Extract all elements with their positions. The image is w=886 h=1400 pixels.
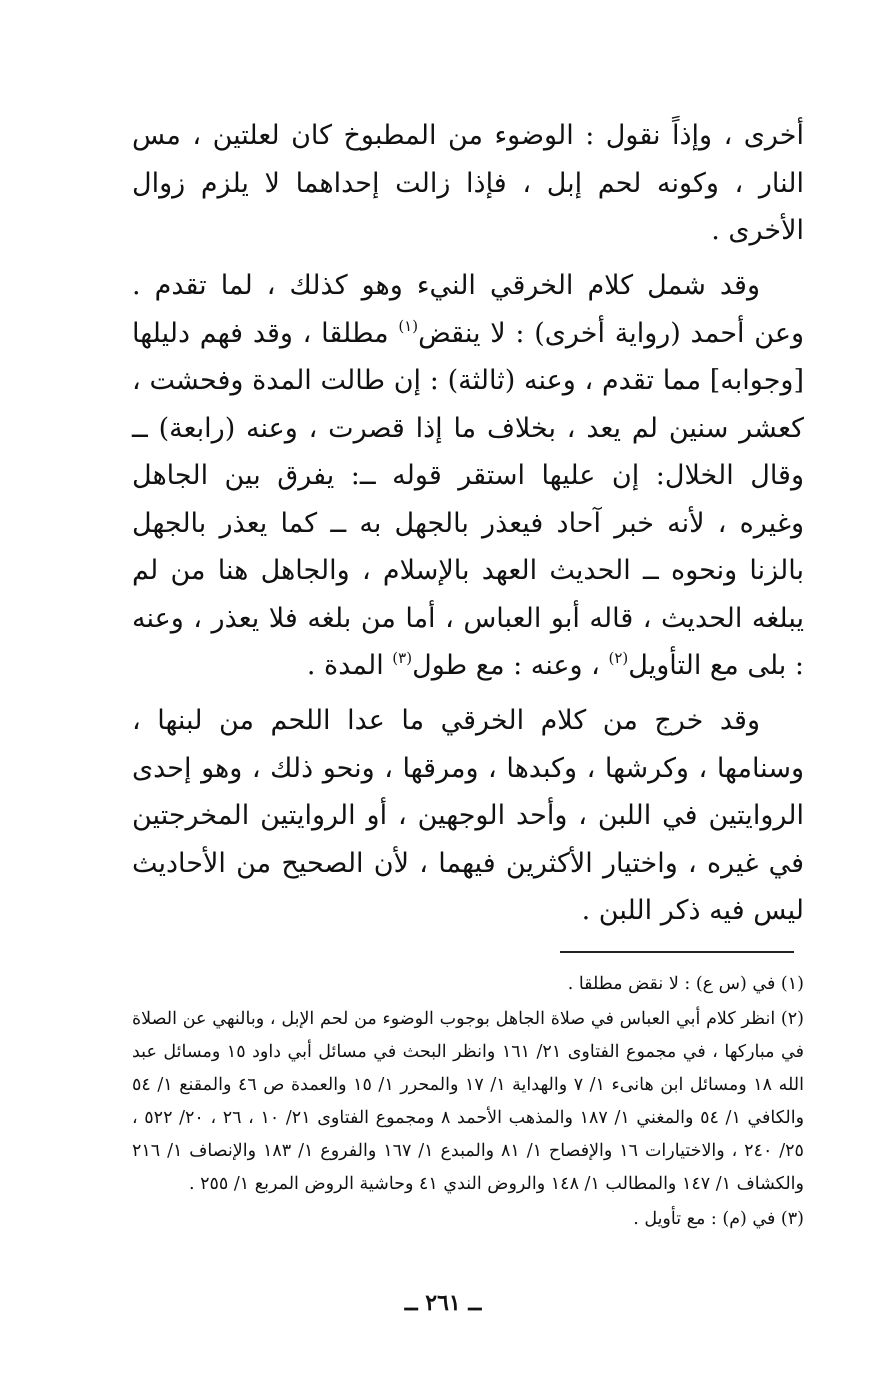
paragraph-2-text: ، وعنه : مع طول [412, 650, 609, 681]
footnote-2: (٢) انظر كلام أبي العباس في صلاة الجاهل بوجوب الوضوء من لحم الإبل ، وبالنهي عن الصلاة في مباركها ، في مجموع الفتاوى ٢١/ ١٦١ وانظر البحث في مسائل أبي داود ١٥ ومسائل عبد الله ١٨ ومسائل ابن هانىء ١/ ٧ والهداية ١/ ١٧ والمحرر ١/ ١٥ والعمدة ص ٤٦ والمقنع ١/ ٥٤ والكافي ١/ ٥٤ والمغني ١/ ١٨٧ والمذهب الأحمد ٨ ومجموع الفتاوى ٢١/ ١٠ ، ٢٦ ، ٢٠/ ٥٢٢ ، ٢٥/ ٢٤٠ ، والاختيارات ١٦ والإفصاح ١/ ٨١ والمبدع ١/ ١٦٧ والفروع ١/ ١٨٣ والإنصاف ١/ ٢١٦ والكشاف ١/ ١٤٧ والمطالب ١/ ١٤٨ والروض الندي ٤١ وحاشية الروض المربع ١/ ٢٥٥ . [132, 1009, 805, 1194]
paragraph-2-text: وقد شمل كلام الخرقي النيء وهو كذلك ، لما تقدم . [132, 270, 760, 301]
paragraph-1-text: أخرى ، وإذاً نقول : الوضوء من المطبوخ كان لعلتين ، مس النار ، وكونه لحم إبل ، فإذا زالت إحداهما لا يلزم زوال الأخرى . [132, 120, 804, 246]
footnotes-section [132, 968, 804, 1236]
paragraph-3-text: وقد خرج من كلام الخرقي ما عدا اللحم من لبنها ، وسنامها ، وكرشها ، وكبدها ، ومرقها ، ونحو ذلك ، وهو إحدى الروايتين في اللبن ، وأحد الوجهين ، أو الروايتين المخرجتين في غيره ، واختيار الأكثرين فيهما ، لأن الصحيح من الأحاديث ليس فيه ذكر اللبن . [132, 705, 804, 926]
footnote-ref-2: (٢) [608, 649, 629, 667]
paragraph-2-text: مطلقا ، وقد فهم دليلها [وجوابه] مما تقدم ، وعنه (ثالثة) : إن طالت المدة وفحشت ، كعشر سنين لم يعد ، بخلاف ما إذا قصرت ، وعنه (رابعة) ــ وقال الخلال: إن عليها استقر قوله ــ: يفرق بين الجاهل وغيره ، لأنه خبر آحاد فيعذر بالجهل به ــ كما يعذر بالجهل بالزنا ونحوه ــ الحديث العهد بالإسلام ، والجاهل هنا من لم يبلغه الحديث ، قاله أبو العباس ، أما من بلغه فلا يعذر ، وعنه : بلى مع التأويل [132, 317, 804, 681]
footnote-1: (١) في (س ع) : لا نقض مطلقا . [567, 974, 804, 994]
footnote-divider [560, 951, 794, 953]
paragraph-3 [132, 697, 804, 935]
page-number: ــ ٢٦١ ــ [404, 1290, 482, 1316]
paragraph-2-text: وعن أحمد (رواية أخرى) : لا ينقض [418, 317, 804, 349]
paragraph-2 [132, 262, 804, 690]
footnote-3: (٣) في (م) : مع تأويل . [633, 1209, 804, 1229]
paragraph-2-text: المدة . [306, 650, 393, 681]
footnote-ref-1: (١) [398, 316, 419, 335]
footnote-ref-3: (٣) [392, 649, 413, 667]
paragraph-1 [132, 112, 804, 255]
